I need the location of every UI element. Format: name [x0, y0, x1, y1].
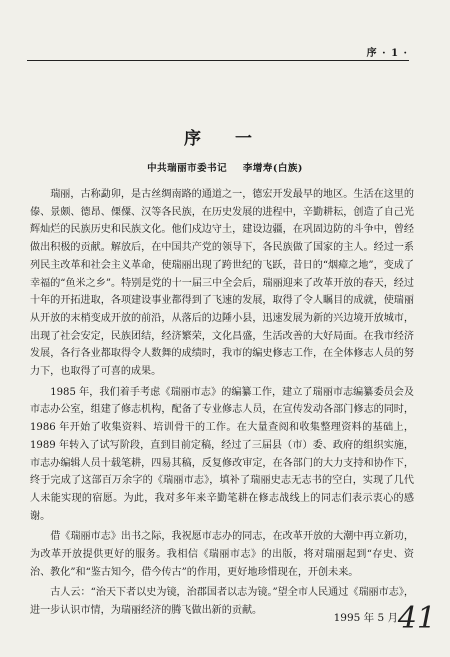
byline [0, 160, 450, 174]
paragraph: 古人云：“治天下者以史为镜，治郡国者以志为镜。”望全市人民通过《瑞丽市志》，进一步认识市情，为瑞丽经济的腾飞做出新的贡献。 [30, 587, 414, 617]
body-text [30, 186, 414, 620]
running-head: 序 · 1 · [366, 48, 408, 59]
header-rule [27, 60, 409, 61]
date-line: 1995 年 5 月 [333, 612, 398, 624]
handwritten-page-number: 41 [397, 601, 436, 636]
paragraph: 瑞丽，古称勐卯，是古丝绸南路的通道之一，德宏开发最早的地区。生活在这里的傣、景颇、德昂、傈僳、汉等各民族，在历史发展的进程中，辛勤耕耘，创造了自己光辉灿烂的民族历史和民族文化。他们戍边守土，建设边疆，在巩固边防的斗争中，曾经做出积极的贡献。解放后，在中国共产党的领导下，各民族做了国家的主人。经过一系列民主改革和社会主义革命，使瑞丽出现了跨世纪的飞跃，昔日的“烟瘴之地”，变成了幸福的“鱼米之乡”。特别是党的十一届三中全会后，瑞丽迎来了改革开放的春天，经过十年的开拓进取，各项建设事业都得到了飞速的发展，取得了令人瞩目的成就，使瑞丽从开放的末梢变成开放的前沿，从落后的边陲小县，迅速发展为新的兴边境开放城市，出现了社会安定，民族团结，经济繁荣，文化昌盛，生活改善的大好局面。在我市经济发展，各行各业都取得令人数舞的成绩时，我市的编史修志工作，在全体修志人员的努力下，也取得了可喜的成果。 [30, 189, 414, 378]
paragraph: 1985 年，我们着手考虑《瑞丽市志》的编纂工作，建立了瑞丽市志编纂委员会及市志办公室，组建了修志机构，配备了专业修志人员，在宣传发动各部门修志的同时，1986 年开始了收集资料、培训骨干的工作。在大量查阅和收集整理资料的基础上，1989 年转入了试写阶段，直到目前定稿，经过了三届县（市）委、政府的组织实施，市志办编辑人员十载笔耕，四易其稿，反复修改审定，在各部门的大力支持和协作下，终于完成了这部百万余字的《瑞丽市志》，填补了瑞丽史志无志书的空白，实现了几代人未能实现的宿愿。为此，我对多年来辛勤笔耕在修志战线上的同志们表示衷心的感谢。 [30, 386, 414, 522]
paragraph: 借《瑞丽市志》出书之际，我祝愿市志办的同志，在改革开放的大潮中再立新功，为改革开放提供更好的服务。我相信《瑞丽市志》的出版，将对瑞丽起到“存史、资治、教化”和“鉴古知今，借今传古”的作用，更好地珍惜现在，开创未来。 [30, 531, 414, 578]
page-title: 序 一 [184, 129, 266, 149]
byline-position: 中共瑞丽市委书记 [147, 163, 228, 174]
byline-name: 李增寿(白族) [242, 163, 303, 174]
